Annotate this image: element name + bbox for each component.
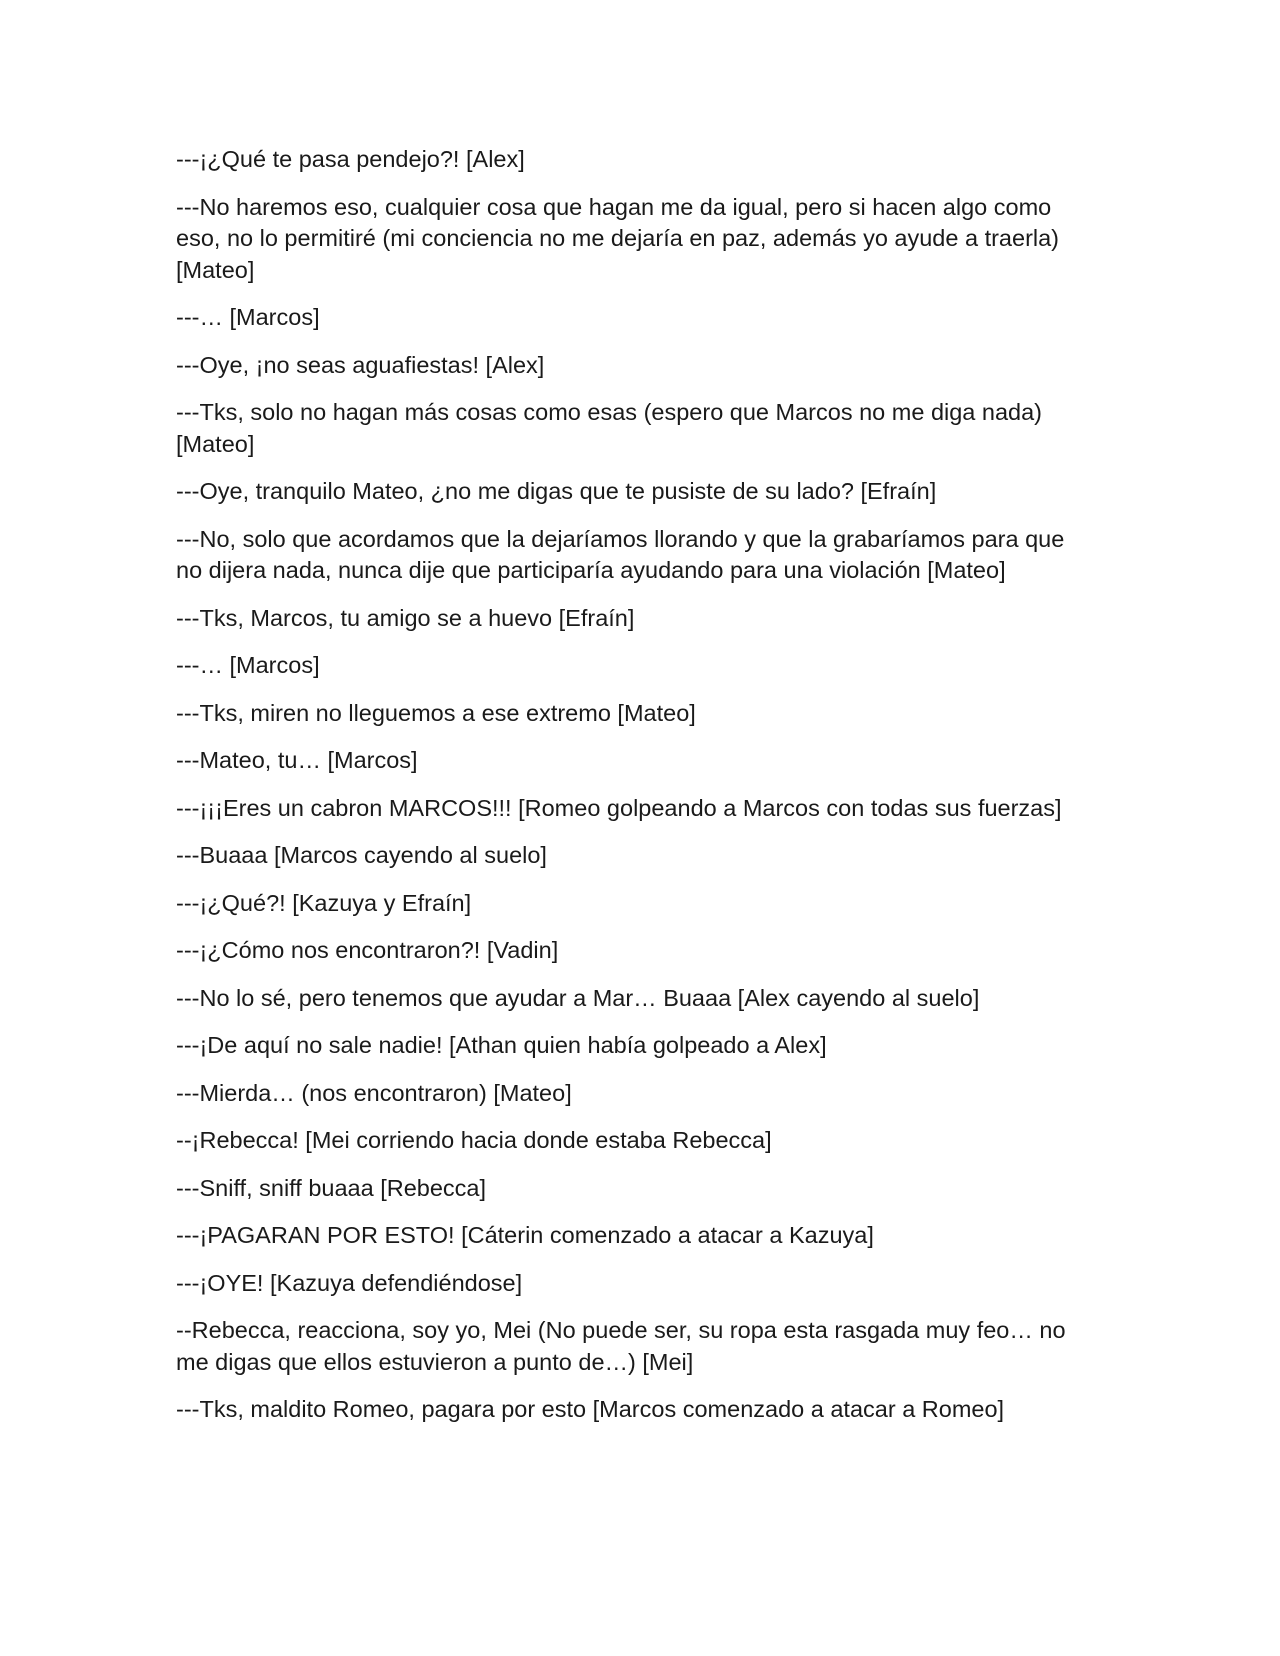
dialogue-line: ---… [Marcos] [176,652,320,678]
dialogue-line: ---No haremos eso, cualquier cosa que hagan me da igual, pero si hacen algo como eso, no lo permitiré (mi conciencia no me dejaría en paz, además yo ayude a traerla) [Mateo] [176,193,1060,283]
dialogue-line: ---Mateo, tu… [Marcos] [176,747,418,773]
dialogue-line: ---Oye, ¡no seas aguafiestas! [Alex] [176,351,545,378]
dialogue-line: ---¡¿Cómo nos encontraron?! [Vadin] [176,937,559,963]
dialogue-line: ---Sniff, sniff buaaa [Rebecca] [176,1174,487,1201]
dialogue-line: ---Buaaa [Marcos cayendo al suelo] [176,842,547,868]
dialogue-line: --¡Rebecca! [Mei corriendo hacia donde estaba Rebecca] [176,1127,772,1153]
dialogue-line: ---Tks, Marcos, tu amigo se a huevo [Efraín] [176,604,635,631]
dialogue-line: ---… [Marcos] [176,304,320,330]
dialogue-line: ---¡PAGARAN POR ESTO! [Cáterin comenzado a atacar a Kazuya] [176,1222,874,1248]
dialogue-line: ---¡¡¡Eres un cabron MARCOS!!! [Romeo golpeando a Marcos con todas sus fuerzas] [176,794,1062,821]
dialogue-line: ---Tks, solo no hagan más cosas como esas (espero que Marcos no me diga nada) [Mateo] [176,399,1043,457]
dialogue-line: ---No lo sé, pero tenemos que ayudar a Mar… Buaaa [Alex cayendo al suelo] [176,984,980,1011]
dialogue-line: ---Tks, miren no lleguemos a ese extremo [Mateo] [176,699,696,726]
dialogue-line: ---No, solo que acordamos que la dejaríamos llorando y que la grabaríamos para que no dijera nada, nunca dije que participaría ayudando para una violación [Mateo] [176,525,1065,583]
dialogue-line: ---Tks, maldito Romeo, pagara por esto [Marcos comenzado a atacar a Romeo] [176,1396,1005,1422]
dialogue-line: ---¡OYE! [Kazuya defendiéndose] [176,1269,523,1296]
dialogue-line: ---¡De aquí no sale nadie! [Athan quien había golpeado a Alex] [176,1032,827,1058]
dialogue-line: --Rebecca, reacciona, soy yo, Mei (No puede ser, su ropa esta rasgada muy feo… no me digas que ellos estuvieron a punto de…) [Mei] [176,1317,1066,1375]
dialogue-line: ---¡¿Qué te pasa pendejo?! [Alex] [176,146,525,172]
dialogue-line: ---Oye, tranquilo Mateo, ¿no me digas que te pusiste de su lado? [Efraín] [176,478,937,504]
dialogue-line: ---¡¿Qué?! [Kazuya y Efraín] [176,889,472,916]
document-body [176,144,1096,1442]
dialogue-line: ---Mierda… (nos encontraron) [Mateo] [176,1079,572,1106]
